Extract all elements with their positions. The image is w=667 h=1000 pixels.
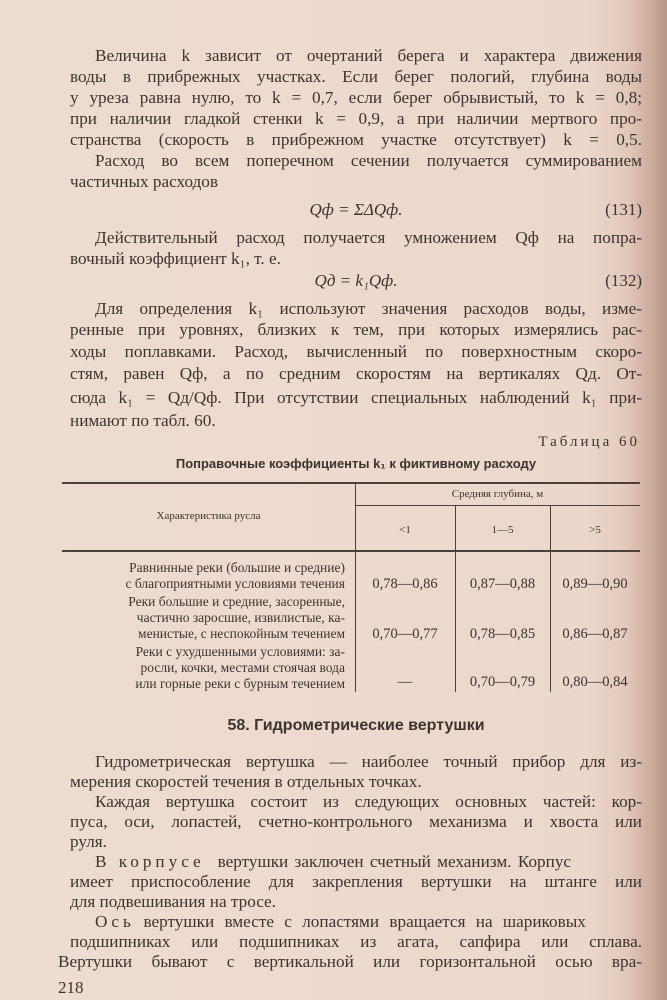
depth-header: >5 (589, 524, 601, 536)
depth-header: 1—5 (491, 524, 514, 536)
spaced-term: В корпусе (95, 852, 205, 871)
text-line: Действительный расход получается умножением Qф на попра- (95, 228, 642, 247)
spaced-term: Ось (95, 912, 135, 931)
section-heading: 58. Гидрометрические вертушки (227, 717, 485, 734)
table-group-rule (355, 505, 640, 506)
row-label (40, 644, 345, 692)
formula-expression: Qф = ΣΔQф. (309, 200, 403, 219)
text-line: странства (скорость в прибрежном участке отсутствует) k = 0,5. (70, 130, 642, 149)
formula-number: (131) (605, 200, 642, 219)
text-line: воды в прибрежных участках. Если берег пологий, глубина воды (70, 67, 642, 86)
table-cell: — (397, 674, 413, 690)
table-cell: 0,89—0,90 (562, 576, 628, 592)
text-line: пуса, оси, лопастей, счетно-контрольного механизма и хвоста или (70, 812, 642, 831)
column-header-channel: Характеристика русла (156, 510, 261, 522)
formula-expression: Qд = k₁Qф. (314, 271, 398, 290)
table-header-rule (62, 550, 640, 552)
depth-header: <1 (399, 524, 411, 536)
text-line: при наличии гладкой стенки k = 0,9, а при наличии мертвого про- (70, 109, 642, 128)
column-group-header-depth: Средняя глубина, м (451, 488, 544, 500)
table-cell: 0,87—0,88 (469, 576, 536, 592)
label-line: Реки с ухудшенными условиями: за- (135, 644, 345, 659)
text-line: нимают по табл. 60. (70, 411, 216, 430)
text-line: ходы поплавками. Расход, вычисленный по поверхностным скоро- (70, 342, 642, 361)
text-line: имеет приспособление для закрепления вертушки на штанге или (70, 872, 642, 891)
table-cell: 0,70—0,79 (469, 674, 536, 690)
text-line (95, 912, 642, 932)
text-line: частичных расходов (70, 172, 219, 191)
text-line: руля. (70, 832, 107, 851)
label-line: Равнинные реки (большие и средние) (129, 560, 345, 575)
text-segment: вертушки вместе с лопастями вращается на шариковых (143, 912, 586, 931)
label-line: менистые, с неспокойным течением (138, 626, 345, 641)
table-top-rule (62, 482, 640, 484)
text-line: вочный коэффициент k₁, т. е. (70, 249, 281, 268)
table-cell: 0,80—0,84 (562, 674, 628, 690)
label-line: с благоприятными условиями течения (125, 576, 345, 591)
label-line: Реки большие и средние, засоренные, (128, 594, 345, 609)
label-line: частично заросшие, извилистые, ка- (136, 610, 345, 625)
text-line: ренные при уровнях, близких к тем, при которых измерялись рас- (70, 320, 642, 339)
table-cell: 0,78—0,85 (469, 626, 536, 642)
text-line: стям, равен Qф, а по средним скоростям на вертикалях Qд. От- (70, 364, 642, 383)
text-line: Для определения k₁ используют значения расходов воды, изме- (95, 299, 642, 318)
text-line: мерения скоростей течения в отдельных точках. (70, 772, 422, 791)
text-segment: вертушки заключен счетный механизм. Корпус (217, 852, 572, 871)
row-label (40, 594, 345, 642)
text-line: подшипниках или подшипниках из агата, сапфира или сплава. (70, 932, 642, 951)
text-line: сюда k₁ = Qд/Qф. При отсутствии специальных наблюдений k₁ при- (70, 388, 642, 407)
formula-number: (132) (605, 271, 642, 290)
table-cell: 0,70—0,77 (372, 626, 438, 642)
table-title: Поправочные коэффициенты k₁ к фиктивному расходу (175, 456, 537, 471)
table-number: Таблица 60 (538, 434, 640, 450)
text-line: Гидрометрическая вертушка — наиболее точный прибор для из- (95, 752, 642, 771)
text-line: Величина k зависит от очертаний берега и характера движения (95, 46, 642, 65)
text-line: Каждая вертушка состоит из следующих основных частей: кор- (95, 792, 642, 811)
table-cell: 0,78—0,86 (372, 576, 438, 592)
page-number: 218 (58, 978, 84, 997)
text-line (95, 852, 642, 872)
text-line: у уреза равна нулю, то k = 0,7, если берег обрывистый, то k = 0,8; (70, 88, 642, 107)
text-line: Вертушки бывают с вертикальной или горизонтальной осью вра- (58, 952, 642, 971)
label-line: росли, кочки, местами стоячая вода (140, 660, 345, 675)
table-cell: 0,86—0,87 (562, 626, 628, 642)
text-line: Расход во всем поперечном сечении получается суммированием (95, 151, 642, 170)
row-label (40, 560, 345, 592)
label-line: или горные реки с бурным течением (135, 676, 345, 691)
text-line: для подвешивания на тросе. (70, 892, 276, 911)
